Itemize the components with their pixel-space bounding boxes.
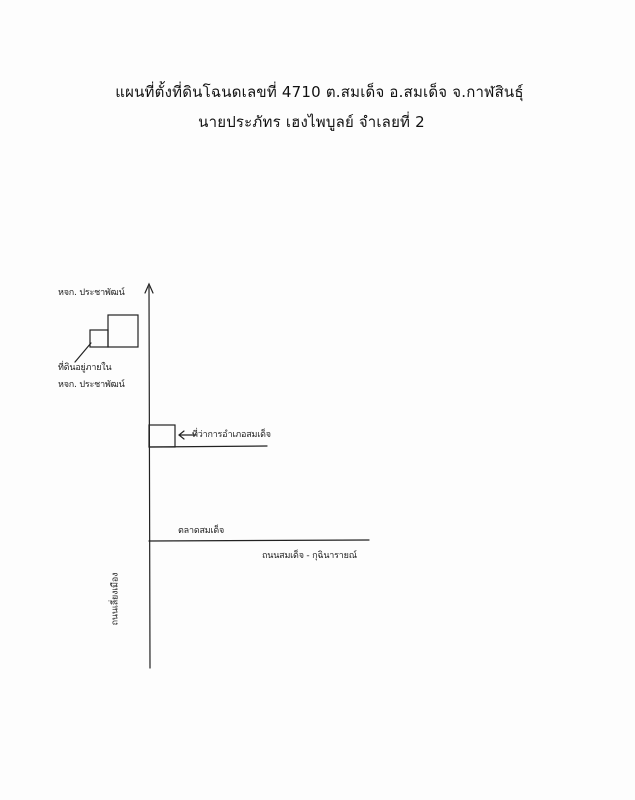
district-office-box [149, 425, 175, 447]
land-location-label-line-1: ที่ดินอยู่ภายใน [58, 363, 112, 373]
main-vertical-road-line [149, 287, 150, 668]
north-landmark-label: หจก. ประชาพัฒน์ [58, 288, 125, 298]
market-label: ตลาดสมเด็จ [178, 526, 225, 536]
document-title: แผนที่ตั้งที่ดินโฉนดเลขที่ 4710 ต.สมเด็จ อ.สมเด็จ จ.กาฬสินธุ์ [115, 83, 524, 101]
document-subtitle: นายประภัทร เฮงไพบูลย์ จำเลยที่ 2 [198, 113, 425, 131]
land-location-label-line-2: หจก. ประชาพัฒน์ [58, 380, 125, 390]
district-office-label: ที่ว่าการอำเภอสมเด็จ [192, 430, 271, 440]
partnership-premises-box [108, 315, 138, 347]
vertical-road-label: ถนนเลี่ยงเมือง [110, 572, 121, 626]
horizontal-road-line [149, 540, 369, 541]
horizontal-road-label: ถนนสมเด็จ - กุฉินารายณ์ [262, 551, 357, 561]
land-plot-box [90, 330, 108, 347]
